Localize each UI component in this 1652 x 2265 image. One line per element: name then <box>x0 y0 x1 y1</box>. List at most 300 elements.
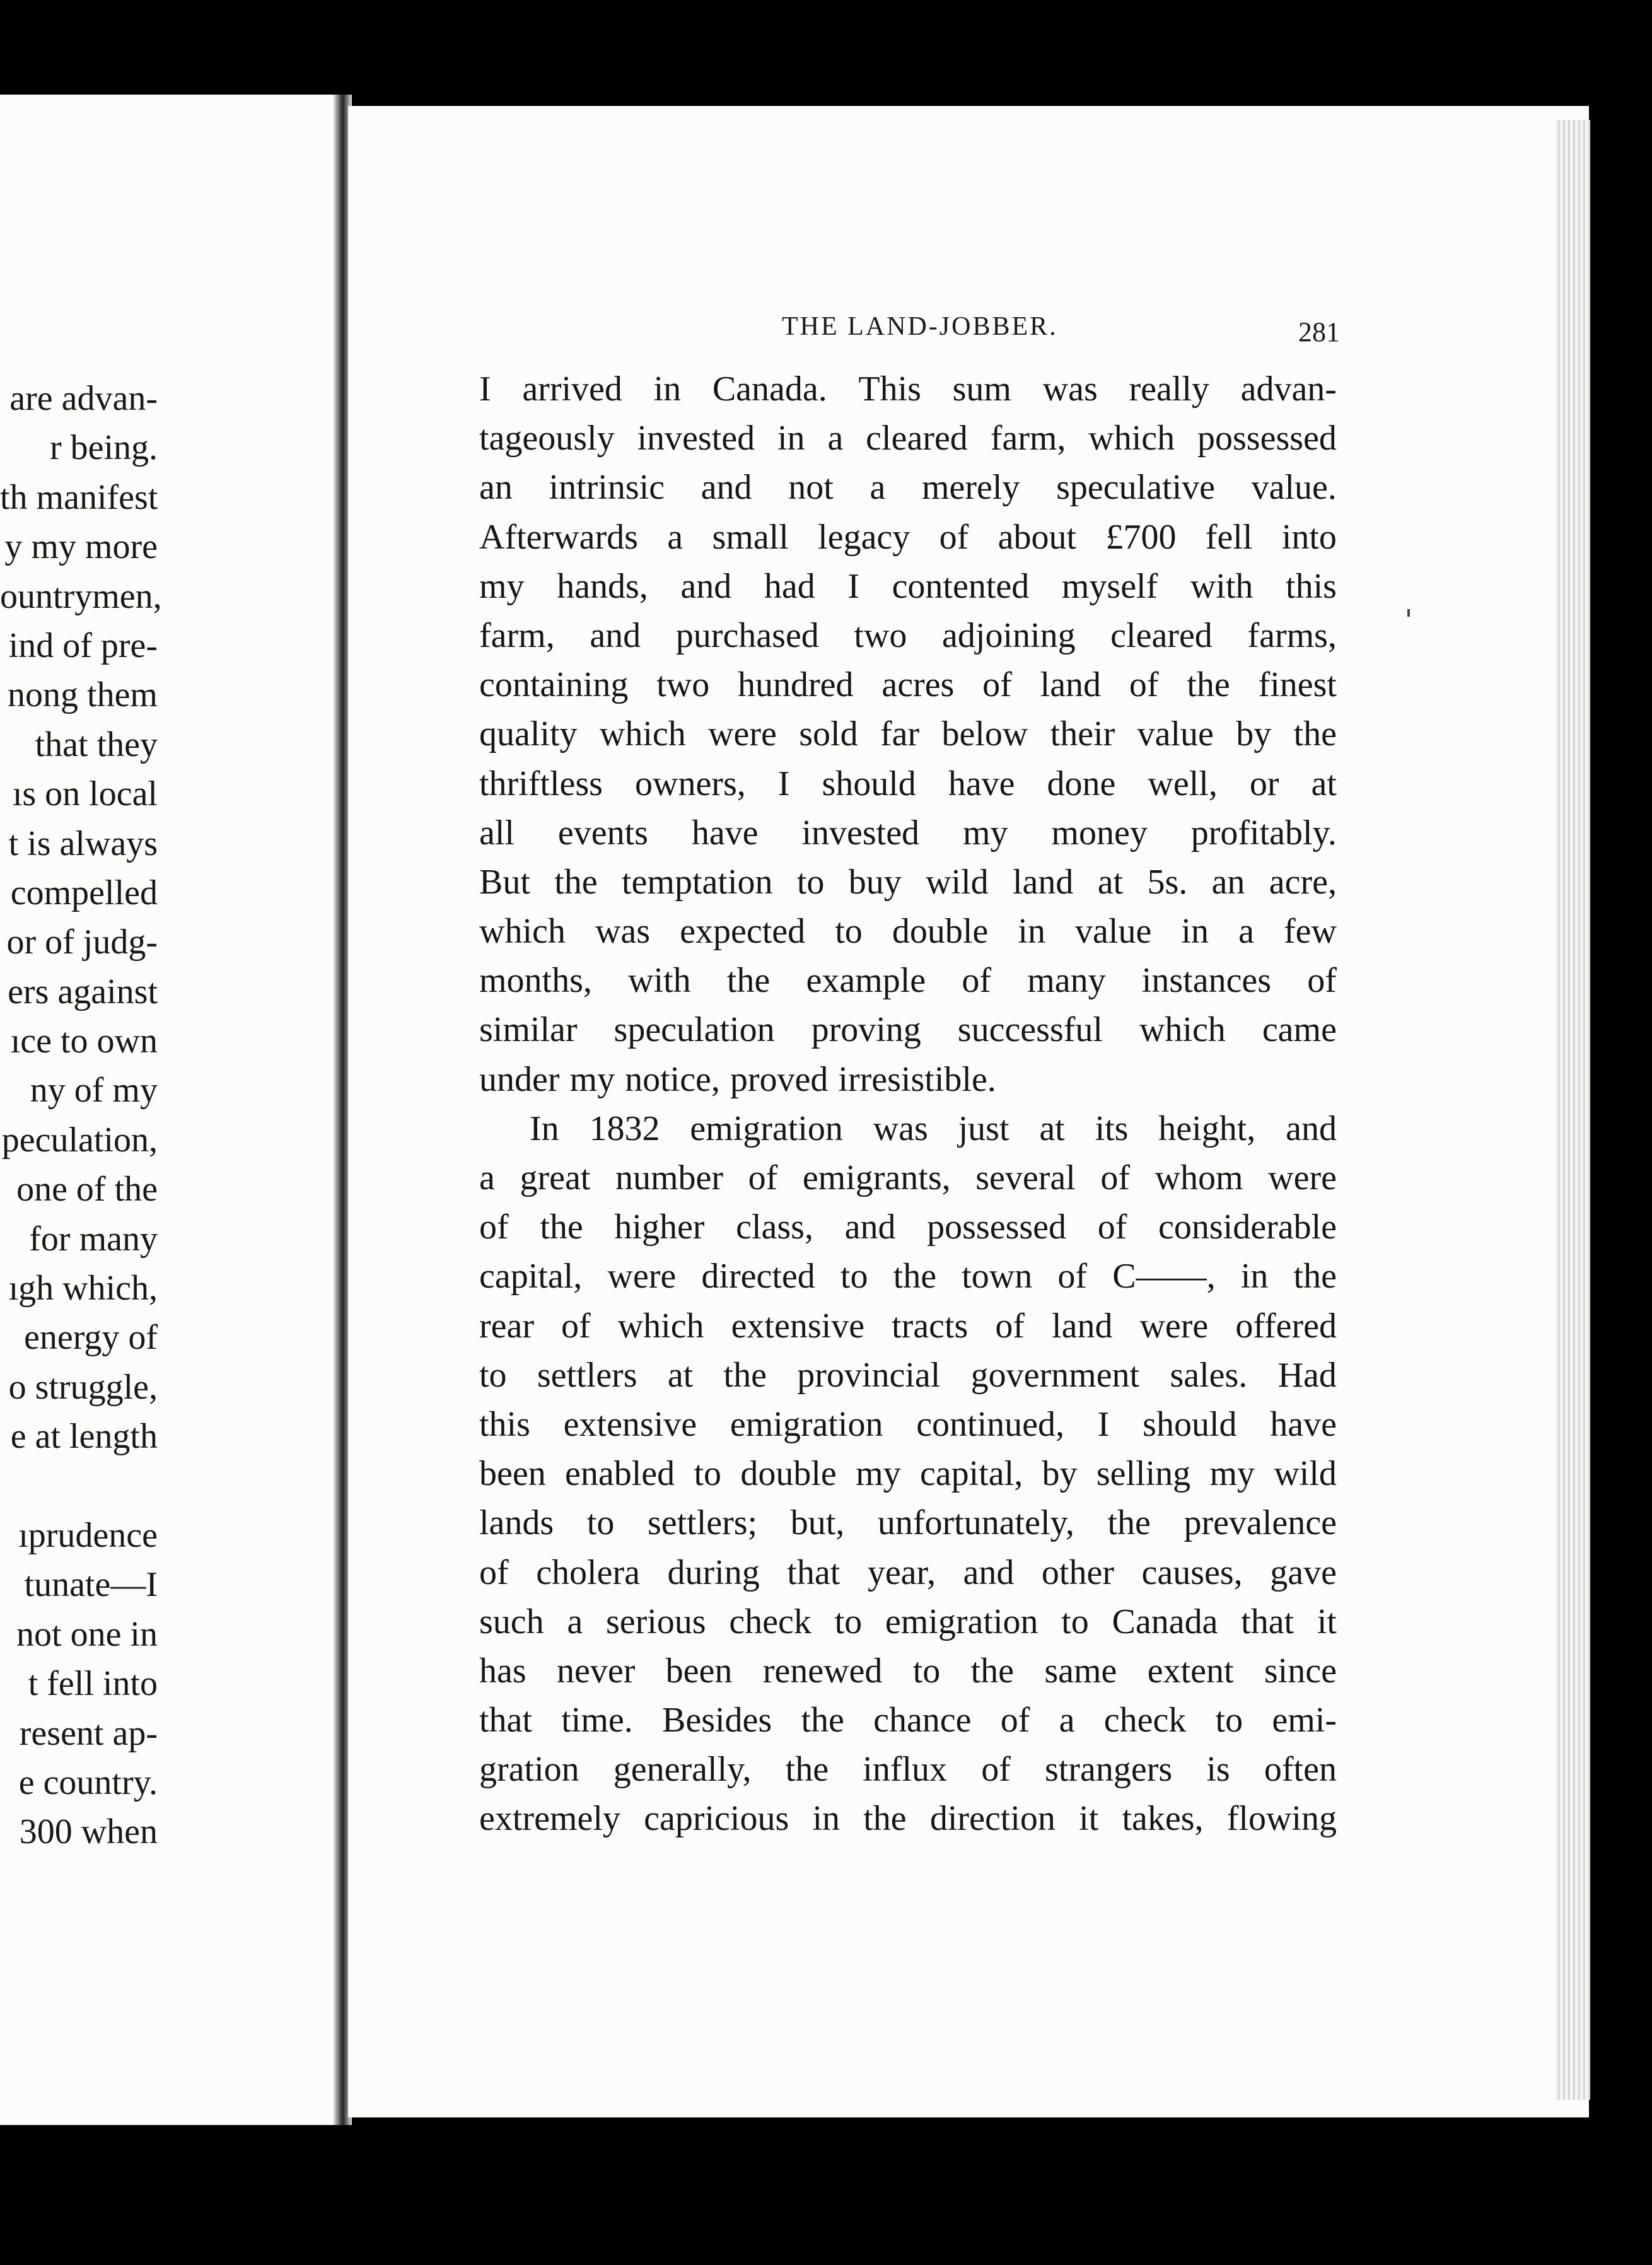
word: of <box>995 1306 1025 1346</box>
text-line <box>479 1646 1337 1696</box>
word: emigration <box>690 1109 843 1148</box>
word: check <box>1103 1701 1187 1740</box>
word: in <box>1240 1257 1269 1296</box>
word: flowing <box>1226 1799 1337 1839</box>
word: unfortunately, <box>877 1503 1074 1543</box>
stray-ink-mark <box>1407 609 1410 617</box>
word: successful <box>957 1010 1103 1050</box>
text-line <box>479 1202 1337 1252</box>
word: cleared <box>866 419 968 458</box>
word: tageously <box>479 419 615 458</box>
word: and <box>680 566 732 606</box>
left-page-line: e at length <box>10 1417 158 1457</box>
word: hundred <box>738 665 854 705</box>
word: farm, <box>990 419 1066 458</box>
word: of <box>962 961 991 1001</box>
word: a <box>667 517 683 557</box>
word: in <box>1018 912 1045 952</box>
text-line <box>479 709 1337 759</box>
left-page-line: for many <box>29 1219 158 1259</box>
word: it <box>1317 1602 1337 1641</box>
word: temptation <box>622 862 773 902</box>
word: continued, <box>916 1404 1065 1444</box>
word: were <box>1139 1306 1209 1346</box>
word: other <box>1041 1552 1114 1592</box>
word: tracts <box>892 1306 969 1346</box>
word: or <box>1249 764 1279 803</box>
word: by <box>1236 714 1272 754</box>
word: of <box>479 1208 509 1247</box>
word: have <box>948 764 1015 803</box>
left-page-line: that they <box>35 725 158 764</box>
word: number <box>615 1158 723 1197</box>
word: and <box>590 615 641 655</box>
word: my <box>856 1454 901 1494</box>
word: irresistible. <box>838 1059 996 1099</box>
word: was <box>1042 370 1098 409</box>
word: land <box>1012 862 1074 902</box>
word: which <box>479 912 566 952</box>
word: my <box>962 813 1008 853</box>
word: acres <box>881 665 955 705</box>
paragraph-2 <box>479 1104 1337 1844</box>
word: at <box>1039 1109 1065 1148</box>
word: which <box>617 1306 704 1346</box>
word: had <box>764 566 815 606</box>
word: Canada. <box>712 370 827 409</box>
word: contented <box>892 566 1030 606</box>
word: value <box>1075 912 1152 952</box>
text-line <box>479 1301 1337 1351</box>
word: of <box>982 665 1012 705</box>
text-line <box>479 1252 1337 1301</box>
word: money <box>1051 813 1148 853</box>
word: provincial <box>797 1355 941 1395</box>
word: to <box>796 862 825 902</box>
word: the <box>801 1701 844 1740</box>
left-page-line: 300 when <box>19 1812 158 1852</box>
word: of <box>1057 1257 1088 1296</box>
word: of <box>1000 1701 1030 1740</box>
word: in <box>653 370 682 409</box>
text-line <box>479 1055 1337 1104</box>
word: under <box>479 1059 560 1099</box>
word: the <box>554 862 598 902</box>
word: small <box>712 517 789 557</box>
word: been <box>665 1651 733 1691</box>
word: chance <box>873 1701 972 1740</box>
left-page-line: ind of pre- <box>8 626 158 665</box>
word: not <box>788 468 834 508</box>
left-page-line: ountrymen, <box>0 576 162 616</box>
word: the <box>1187 665 1230 705</box>
word: emigration <box>885 1602 1038 1641</box>
word: extensive <box>731 1306 865 1346</box>
word: arrived <box>522 370 622 409</box>
word: quality <box>479 714 578 754</box>
word: sold <box>799 714 858 754</box>
text-line <box>479 1449 1337 1498</box>
word: capital, <box>919 1454 1023 1494</box>
word: below <box>941 714 1028 754</box>
left-page-line: one of the <box>16 1170 158 1209</box>
word: instances <box>1141 961 1272 1001</box>
word: the <box>540 1208 583 1247</box>
word: has <box>479 1651 526 1691</box>
word: I <box>479 370 491 409</box>
word: government <box>970 1355 1140 1395</box>
word: year, <box>867 1552 936 1592</box>
word: purchased <box>675 615 819 655</box>
text-line <box>479 1498 1337 1547</box>
word: were <box>607 1257 677 1296</box>
word: several <box>975 1158 1076 1197</box>
word: which <box>1088 419 1175 458</box>
word: to <box>912 1651 941 1691</box>
word: height, <box>1158 1109 1256 1148</box>
word: of <box>1100 1158 1131 1197</box>
word: the <box>1107 1503 1151 1543</box>
word: containing <box>479 665 629 705</box>
word: events <box>557 813 648 853</box>
word: all <box>479 813 515 853</box>
left-page-line: ers against <box>8 972 158 1011</box>
word: possessed <box>1197 419 1337 458</box>
word: at <box>1311 764 1337 803</box>
word: serious <box>605 1602 706 1641</box>
word: selling <box>1096 1454 1191 1494</box>
word: a <box>870 468 886 508</box>
word: the <box>970 1651 1015 1691</box>
word: it <box>1079 1799 1099 1839</box>
word: double <box>740 1454 837 1494</box>
word: generally, <box>613 1750 752 1790</box>
left-page-line: tunate—I <box>24 1565 158 1605</box>
left-page-line: r being. <box>49 428 158 468</box>
word: strangers <box>1045 1750 1173 1790</box>
word: extent <box>1147 1651 1234 1691</box>
word: that <box>1241 1602 1294 1641</box>
text-line <box>479 562 1337 611</box>
word: in <box>1181 912 1209 952</box>
body-text <box>479 364 1337 1844</box>
word: with <box>1190 566 1254 606</box>
word: settlers <box>537 1355 637 1395</box>
word: time. <box>561 1701 633 1740</box>
text-line <box>479 1104 1337 1153</box>
word: the <box>863 1799 907 1839</box>
word: of <box>981 1750 1011 1790</box>
left-page-line: t is always <box>8 824 158 863</box>
word: of <box>561 1306 591 1346</box>
word: this <box>479 1404 530 1444</box>
word: to <box>835 912 863 952</box>
word: and <box>701 468 752 508</box>
word: proved <box>730 1059 829 1099</box>
left-page-line: th manifest <box>0 477 158 517</box>
word: gration <box>479 1750 579 1790</box>
word: double <box>892 912 989 952</box>
word: its <box>1095 1109 1129 1148</box>
word: a <box>827 419 844 458</box>
word: myself <box>1061 566 1158 606</box>
word: speculation <box>614 1010 775 1050</box>
word: possessed <box>927 1208 1067 1247</box>
word: Besides <box>661 1701 772 1740</box>
text-line <box>479 463 1337 512</box>
word: of <box>1307 961 1337 1001</box>
left-page-line: are advan- <box>9 379 158 418</box>
text-line <box>479 513 1337 562</box>
word: merely <box>921 468 1020 508</box>
word: that <box>479 1701 532 1740</box>
word: £700 <box>1105 517 1177 557</box>
text-line <box>479 364 1337 414</box>
word: advan- <box>1240 370 1337 409</box>
word: hands, <box>557 566 648 606</box>
left-page-line: t fell into <box>28 1664 158 1704</box>
word: such <box>479 1602 544 1641</box>
text-line <box>479 1597 1337 1646</box>
left-page-line: compelled <box>10 873 158 912</box>
word: which <box>1139 1010 1226 1050</box>
word: have <box>1270 1404 1337 1444</box>
word: cholera <box>536 1552 640 1592</box>
text-line <box>479 414 1337 463</box>
word: thriftless <box>479 764 603 803</box>
word: In <box>530 1109 559 1148</box>
word: an <box>1211 862 1245 902</box>
word: been <box>479 1454 546 1494</box>
text-line <box>479 956 1337 1005</box>
word: land <box>1052 1306 1113 1346</box>
word: came <box>1262 1010 1337 1050</box>
word: a <box>479 1158 495 1197</box>
word: legacy <box>818 517 910 557</box>
word: to <box>586 1503 615 1543</box>
left-page-line: ıce to own <box>10 1022 158 1061</box>
left-page-line: ıs on local <box>12 774 158 814</box>
left-page-line: energy of <box>24 1318 158 1358</box>
word: great <box>520 1158 591 1197</box>
word: I <box>847 566 859 606</box>
word: never <box>556 1651 636 1691</box>
word: sum <box>952 370 1011 409</box>
word: and <box>963 1552 1015 1592</box>
text-line <box>479 1745 1337 1794</box>
word: an <box>479 468 513 508</box>
word: during <box>667 1552 760 1592</box>
word: to <box>1061 1602 1089 1641</box>
word: cleared <box>1110 615 1213 655</box>
word: Afterwards <box>479 517 638 557</box>
word: emigrants, <box>802 1158 951 1197</box>
word: class, <box>736 1208 813 1247</box>
word: emi- <box>1272 1701 1337 1740</box>
word: in <box>812 1799 841 1839</box>
word: of <box>1129 665 1159 705</box>
text-line <box>479 1696 1337 1745</box>
word: takes, <box>1122 1799 1204 1839</box>
word: to <box>840 1257 868 1296</box>
word: into <box>1281 517 1337 557</box>
word: my <box>479 566 525 606</box>
text-line <box>479 611 1337 660</box>
word: the <box>1293 714 1337 754</box>
word: emigration <box>730 1404 883 1444</box>
word: were <box>1268 1158 1337 1197</box>
word: adjoining <box>942 615 1076 655</box>
word: their <box>1050 714 1115 754</box>
word: since <box>1264 1651 1337 1691</box>
word: lands <box>479 1503 554 1543</box>
word: prevalence <box>1184 1503 1337 1543</box>
word: at <box>1097 862 1124 902</box>
left-page-text <box>0 374 333 1857</box>
word: done <box>1047 764 1116 803</box>
word: enabled <box>565 1454 675 1494</box>
word: I <box>777 764 790 803</box>
word: directed <box>701 1257 815 1296</box>
word: influx <box>863 1750 948 1790</box>
word: expected <box>680 912 806 952</box>
word: have <box>691 813 759 853</box>
word: similar <box>479 1010 578 1050</box>
word: the <box>723 1355 767 1395</box>
word: town <box>962 1257 1033 1296</box>
word: the <box>726 961 771 1001</box>
left-page-line <box>0 1462 333 1511</box>
word: This <box>858 370 921 409</box>
word: of <box>1097 1208 1127 1247</box>
word: example <box>806 961 926 1001</box>
word: two <box>854 615 907 655</box>
text-line <box>479 907 1337 956</box>
word: invested <box>637 419 755 458</box>
word: and <box>844 1208 896 1247</box>
word: well, <box>1148 764 1218 803</box>
word: wild <box>1274 1454 1337 1494</box>
left-page-line: ıprudence <box>18 1515 158 1555</box>
word: value <box>1137 714 1214 754</box>
word: Canada <box>1112 1602 1218 1641</box>
left-page-line: or of judg- <box>6 923 158 962</box>
word: notice, <box>625 1059 720 1099</box>
word: But <box>479 862 530 902</box>
word: the <box>1293 1257 1337 1296</box>
word: settlers; <box>647 1503 758 1543</box>
word: by <box>1042 1454 1078 1494</box>
left-facing-page <box>0 95 333 2125</box>
text-line <box>479 1400 1337 1449</box>
word: farm, <box>479 615 555 655</box>
left-page-line: y my more <box>4 527 158 567</box>
word: at <box>667 1355 694 1395</box>
word: proving <box>811 1010 921 1050</box>
word: which <box>599 714 686 754</box>
text-line <box>479 858 1337 907</box>
word: farms, <box>1247 615 1337 655</box>
word: a <box>1238 912 1254 952</box>
word: finest <box>1258 665 1337 705</box>
word: two <box>656 665 710 705</box>
word: C——, <box>1112 1257 1216 1296</box>
word: this <box>1286 566 1337 606</box>
word: were <box>708 714 777 754</box>
word: just <box>958 1109 1009 1148</box>
word: whom <box>1155 1158 1243 1197</box>
word: wild <box>926 862 989 902</box>
word: land <box>1040 665 1102 705</box>
word: intrinsic <box>549 468 665 508</box>
word: gave <box>1270 1552 1337 1592</box>
text-line <box>479 759 1337 808</box>
word: of <box>939 517 969 557</box>
word: rear <box>479 1306 535 1346</box>
word: extensive <box>563 1404 697 1444</box>
word: is <box>1206 1750 1230 1790</box>
word: I <box>1097 1404 1110 1444</box>
word: extremely <box>479 1799 620 1839</box>
word: to <box>1215 1701 1243 1740</box>
word: that <box>787 1552 841 1592</box>
page-edge-stack <box>1555 120 1590 2100</box>
word: fell <box>1205 517 1253 557</box>
running-head: THE LAND-JOBBER. <box>782 312 1058 341</box>
word: my <box>1209 1454 1255 1494</box>
left-page-line: resent ap- <box>19 1713 158 1753</box>
text-line <box>479 1548 1337 1597</box>
left-page-line: ıgh which, <box>8 1269 158 1308</box>
word: my <box>569 1059 615 1099</box>
left-page-line: not one in <box>16 1614 158 1654</box>
word: of <box>479 1552 509 1592</box>
word: acre, <box>1269 862 1337 902</box>
word: causes, <box>1141 1552 1243 1592</box>
word: was <box>595 912 651 952</box>
word: value. <box>1251 468 1337 508</box>
word: capricious <box>644 1799 789 1839</box>
left-page-line: ny of my <box>30 1071 158 1110</box>
word: owners, <box>635 764 746 803</box>
word: many <box>1027 961 1106 1001</box>
word: was <box>873 1109 928 1148</box>
word: should <box>822 764 916 803</box>
word: few <box>1284 912 1337 952</box>
word: to <box>834 1602 863 1641</box>
word: really <box>1129 370 1209 409</box>
word: often <box>1264 1750 1337 1790</box>
text-line <box>479 1794 1337 1843</box>
word: a <box>567 1602 583 1641</box>
word: of <box>748 1158 778 1197</box>
word: a <box>1059 1701 1075 1740</box>
page-number: 281 <box>1298 317 1340 347</box>
left-page-line: peculation, <box>1 1120 158 1160</box>
word: higher <box>614 1208 705 1247</box>
word: to <box>479 1355 507 1395</box>
word: profitably. <box>1190 813 1337 853</box>
word: same <box>1044 1651 1117 1691</box>
word: the <box>785 1750 829 1790</box>
word: considerable <box>1158 1208 1337 1247</box>
left-page-line: e country. <box>18 1762 158 1802</box>
text-line <box>479 1351 1337 1400</box>
word: speculative <box>1056 468 1215 508</box>
text-line <box>479 1005 1337 1054</box>
text-line <box>479 1153 1337 1202</box>
word: but, <box>790 1503 845 1543</box>
